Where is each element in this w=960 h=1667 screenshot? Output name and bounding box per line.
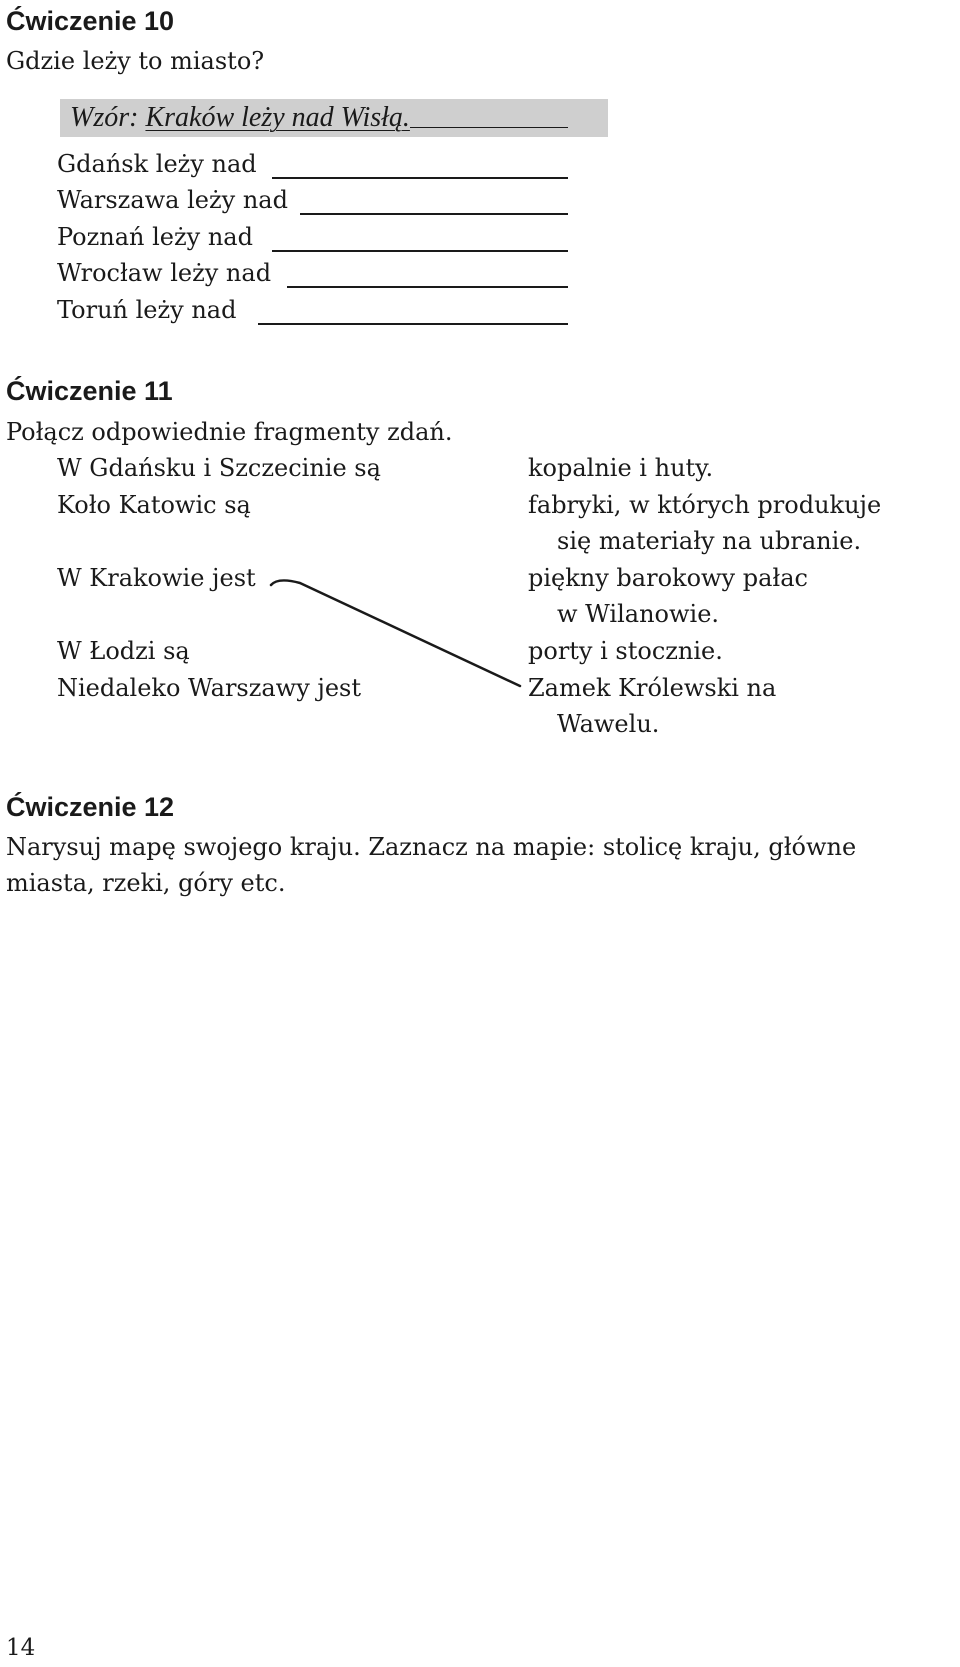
ex11-left-4: W Łodzi są [57, 637, 190, 665]
ex11-connecting-line [0, 0, 960, 800]
ex11-right-4: porty i stocznie. [528, 637, 723, 665]
page-number: 14 [6, 1635, 36, 1661]
ex11-right-2: fabryki, w których produkuje [528, 491, 882, 519]
ex11-right-5: Zamek Królewski na [528, 674, 777, 702]
exercise-12-instruction-line2: miasta, rzeki, góry etc. [6, 869, 286, 897]
ex11-right-5-cont: Wawelu. [557, 710, 660, 738]
ex11-right-1: kopalnie i huty. [528, 454, 714, 482]
ex11-right-3: piękny barokowy pałac [528, 564, 808, 592]
example-sentence: Kraków leży nad Wisłą. [145, 102, 410, 133]
ex11-left-5: Niedaleko Warszawy jest [57, 674, 362, 702]
exercise-11-instruction: Połącz odpowiednie fragmenty zdań. [6, 418, 453, 446]
ex11-left-3: W Krakowie jest [57, 564, 256, 592]
exercise-10-instruction: Gdzie leży to miasto? [6, 47, 265, 75]
ex11-right-3-cont: w Wilanowie. [557, 600, 720, 628]
exercise-10-title: Ćwiczenie 10 [6, 6, 175, 36]
exercise-12-instruction-line1: Narysuj mapę swojego kraju. Zaznacz na mapie: stolicę kraju, główne [6, 833, 857, 861]
ex10-item-1: Gdańsk leży nad [57, 150, 257, 178]
ex11-left-1: W Gdańsku i Szczecinie są [57, 454, 381, 482]
ex11-left-2: Koło Katowic są [57, 491, 251, 519]
ex10-item-3: Poznań leży nad [57, 223, 253, 251]
ex10-item-2: Warszawa leży nad [57, 186, 288, 214]
exercise-12-title: Ćwiczenie 12 [6, 792, 175, 822]
ex10-item-5: Toruń leży nad [57, 296, 237, 324]
example-label: Wzór: [70, 102, 139, 133]
ex11-right-2-cont: się materiały na ubranie. [557, 527, 862, 555]
exercise-11-title: Ćwiczenie 11 [6, 376, 173, 406]
ex10-item-4: Wrocław leży nad [57, 259, 272, 287]
